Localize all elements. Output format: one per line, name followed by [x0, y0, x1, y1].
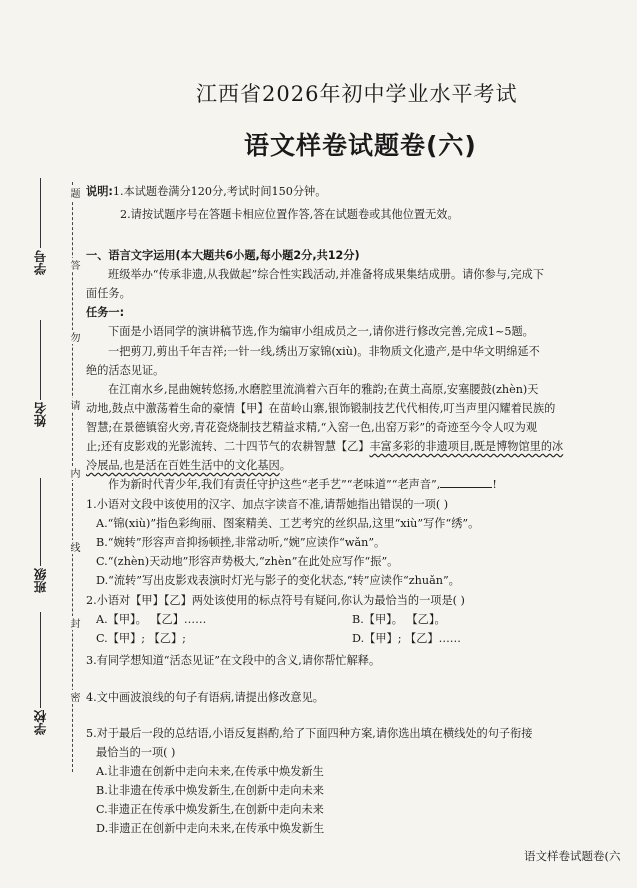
q5-option-b: B.让非遗在传承中焕发新生,在创新中走向未来	[96, 784, 324, 797]
passage-p2-line-1: 在江南水乡,昆曲婉转悠扬,水磨腔里流淌着六百年的雅韵;在黄土高原,安塞腰鼓(zhèn)天	[108, 383, 539, 396]
intro-line-1: 班级举办“传承非遗,从我做起”综合性实践活动,并准备将成果集结成册。请你参与,完成下	[108, 268, 545, 281]
paper-title: 语文样卷试题卷(六)	[244, 131, 477, 160]
passage-p2-line-2: 动地,鼓点中激荡着生命的豪情【甲】在苗岭山寨,银饰锻制技艺代代相传,叮当声里闪耀着民族的	[86, 402, 556, 415]
q2-option-c: C.【甲】; 【乙】;	[96, 632, 186, 645]
question-3: 3.有同学想知道“活态见证”在文段中的含义,请你帮忙解释。	[86, 654, 381, 667]
seal-char: 密	[68, 692, 79, 702]
passage-p1-line-1: 一把剪刀,剪出千年吉祥;一针一线,绣出万家锦(xiù)。非物质文化遗产,是中华文明绵延不	[108, 345, 540, 358]
question-1: 1.小语对文段中该使用的汉字、加点字读音不准,请帮她指出错误的一项( )	[86, 498, 449, 511]
fill-in-blank[interactable]	[440, 476, 492, 488]
task-description: 下面是小语同学的演讲稿节选,作为编审小组成员之一,请你进行修改完善,完成1~5题。	[108, 325, 534, 338]
q2-option-d: D.【甲】; 【乙】……	[352, 632, 461, 645]
seal-char: 题	[68, 188, 79, 198]
notes-line-2: 2.请按试题序号在答题卡相应位置作答,答在试题卷或其他位置无效。	[120, 208, 459, 221]
field-school-label: 学校	[33, 710, 48, 735]
field-school-blank[interactable]	[40, 612, 41, 708]
passage-p3: 作为新时代青少年,我们有责任守护这些“老手艺”“老味道”“老声音”, !	[108, 478, 497, 491]
passage-p2-line-3: 智慧;在景德镇窑火旁,青花瓷烧制技艺精益求精,“入窑一色,出窑万彩”的奇迹至今令人叹为观	[86, 421, 538, 434]
passage-p2-line-5: 冷展品,也是活在百姓生活中的文化基因。	[86, 459, 291, 472]
question-5-line-2: 最恰当的一项( )	[96, 746, 176, 759]
seal-char: 封	[68, 618, 79, 628]
question-5-line-1: 5.对于最后一段的总结语,小语反复斟酌,给了下面四种方案,请你选出填在横线处的句子衔接	[86, 727, 533, 740]
q2-option-a: A.【甲】。 【乙】……	[96, 613, 207, 626]
field-class-blank[interactable]	[40, 478, 41, 566]
question-2: 2.小语对【甲】【乙】两处该使用的标点符号有疑问,你认为最恰当的一项是( )	[86, 594, 465, 607]
field-student-id-label: 学号	[33, 250, 48, 275]
task-label: 任务一:	[86, 306, 125, 319]
q1-option-a: A.“锦(xiù)”指色彩绚丽、图案精美、工艺考究的丝织品,这里“xiù”写作“绣”。	[96, 517, 480, 530]
field-student-id-blank[interactable]	[40, 178, 41, 248]
seal-char: 线	[68, 542, 79, 552]
q5-option-a: A.让非遗在创新中走向未来,在传承中焕发新生	[96, 765, 324, 778]
q1-option-b: B.“婉转”形容声音抑扬顿挫,非常动听,“婉”应读作“wǎn”。	[96, 536, 386, 549]
intro-line-2: 面任务。	[86, 287, 131, 300]
seal-char: 请	[68, 400, 79, 410]
field-name-blank[interactable]	[40, 320, 41, 400]
exam-title: 江西省2026年初中学业水平考试	[196, 82, 518, 106]
notes-line-1: 说明:1.本试题卷满分120分,考试时间150分钟。	[86, 185, 327, 198]
q1-option-c: C.“(zhèn)天动地”形容声势极大,“zhèn”在此处应写作“振”。	[96, 555, 399, 568]
q5-option-d: D.非遗正在创新中走向未来,在传承中焕发新生	[96, 822, 325, 835]
field-name-label: 姓名	[33, 402, 48, 427]
passage-p1-line-2: 绝的活态见证。	[86, 364, 165, 377]
wavy-sentence-part-2: 冷展品,也是活在百姓生活中的文化基因	[86, 459, 280, 472]
page-footer-label: 语文样卷试题卷(六	[524, 849, 621, 863]
passage-p2-line-4: 止;还有皮影戏的光影流转、二十四节气的农耕智慧【乙】丰富多彩的非遗项目,既是博物馆里的冰	[86, 440, 564, 453]
q2-option-b: B.【甲】。 【乙】。	[352, 613, 446, 626]
q1-option-d: D.“流转”写出皮影戏表演时灯光与影子的变化状态,“转”应读作“zhuǎn”。	[96, 574, 460, 587]
section-heading: 一、语言文字运用(本大题共6小题,每小题2分,共12分)	[86, 249, 360, 262]
question-4: 4.文中画波浪线的句子有语病,请提出修改意见。	[86, 691, 324, 704]
wavy-sentence-part-1: 丰富多彩的非遗项目,既是博物馆里的冰	[369, 440, 564, 453]
seal-char: 答	[68, 260, 79, 270]
notes-label: 说明:	[86, 185, 113, 198]
seal-char: 内	[68, 468, 79, 478]
field-class-label: 班级	[33, 568, 48, 593]
q5-option-c: C.非遗正在传承中焕发新生,在创新中走向未来	[96, 803, 324, 816]
seal-char: 勿	[68, 332, 79, 342]
